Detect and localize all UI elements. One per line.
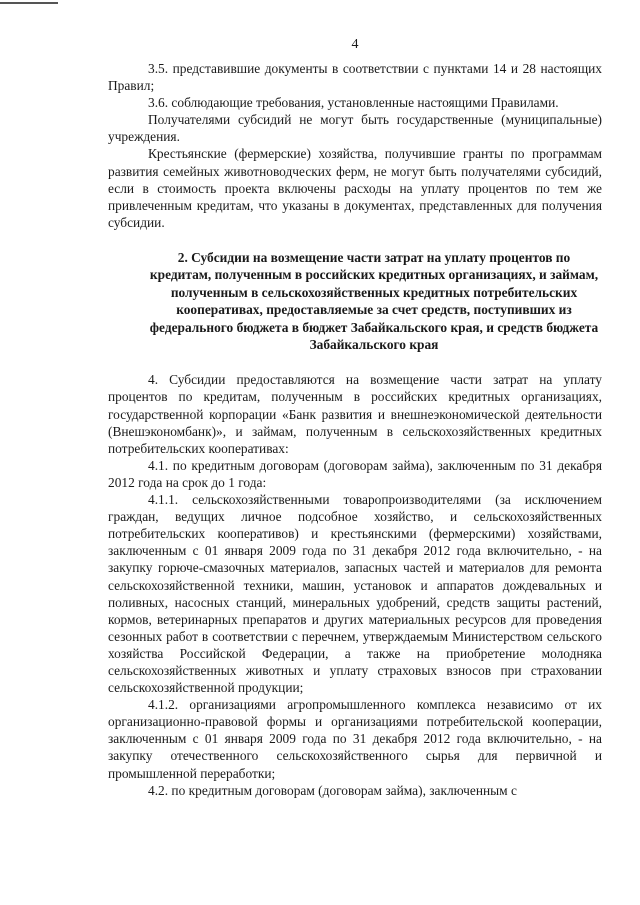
page-number: 4	[351, 37, 359, 52]
section-heading	[108, 249, 602, 353]
paragraph-4: 4. Субсидии предоставляются на возмещение части затрат на уплату процентов по кредитам, полученным в российских кредитных организациях, государственной корпорации «Банк развития и внешнеэкономической деятельности (Внешэкономбанк)», и займам, полученным в сельскохозяйственных кредитных потребительских кооперативах:	[108, 372, 602, 456]
paragraph-4-1-1: 4.1.1. сельскохозяйственными товаропроизводителями (за исключением граждан, ведущих личное подсобное хозяйство, и сельскохозяйственных потребительских кооперативов) и крестьянскими (фермерскими) хозяйствами, заключенным с 01 января 2009 года по 31 декабря 2012 года включительно, - на закупку горюче-смазочных материалов, запасных частей и материалов для ремонта сельскохозяйственной техники, машин, установок и аппаратов дождевальных и поливных, насосных станций, минеральных удобрений, средств защиты растений, кормов, ветеринарных препаратов и других материальных ресурсов для проведения сезонных работ в соответствии с перечнем, утверждаемым Министерством сельского хозяйства Российской Федерации, а также на приобретение молодняка сельскохозяйственных животных и уплату страховых взносов при страховании сельскохозяйственной продукции;	[108, 492, 602, 696]
paragraph-4-2: 4.2. по кредитным договорам (договорам займа), заключенным с	[148, 782, 517, 798]
section-heading-text: 2. Субсидии на возмещение части затрат на уплату процентов по кредитам, полученным в российских кредитных организациях, и займам, полученным в сельскохозяйственных кредитных потребительских кооперативах, предоставляемые за счет средств, поступивших из федерального бюджета в бюджет Забайкальского края, и средств бюджета Забайкальского края	[149, 249, 599, 352]
paragraph-3-5: 3.5. представившие документы в соответствии с пунктами 14 и 28 настоящих Правил;	[108, 61, 602, 94]
paragraph-3-6: 3.6. соблюдающие требования, установленные настоящими Правилами.	[148, 95, 559, 111]
paragraph-farms-grants: Крестьянские (фермерские) хозяйства, получившие гранты по программам развития семейных животноводческих ферм, не могут быть получателями субсидий, если в стоимость проекта включены расходы на уплату процентов по тем же привлеченным кредитам, что указаны в документах, представленных для получения субсидии.	[108, 146, 602, 230]
paragraph-4-1-2: 4.1.2. организациями агропромышленного комплекса независимо от их организационно-правовой формы и организациями потребительской кооперации, заключенным с 01 января 2009 года по 31 декабря 2012 года включительно, - на закупку отечественного сельскохозяйственного сырья для первичной и промышленной переработки;	[108, 697, 602, 781]
paragraph-recipients-exclusion: Получателями субсидий не могут быть государственные (муниципальные) учреждения.	[108, 112, 602, 145]
paragraph-4-1: 4.1. по кредитным договорам (договорам займа), заключенным по 31 декабря 2012 года на срок до 1 года:	[108, 457, 602, 490]
scan-corner-mark	[0, 2, 58, 4]
document-page	[108, 36, 602, 799]
